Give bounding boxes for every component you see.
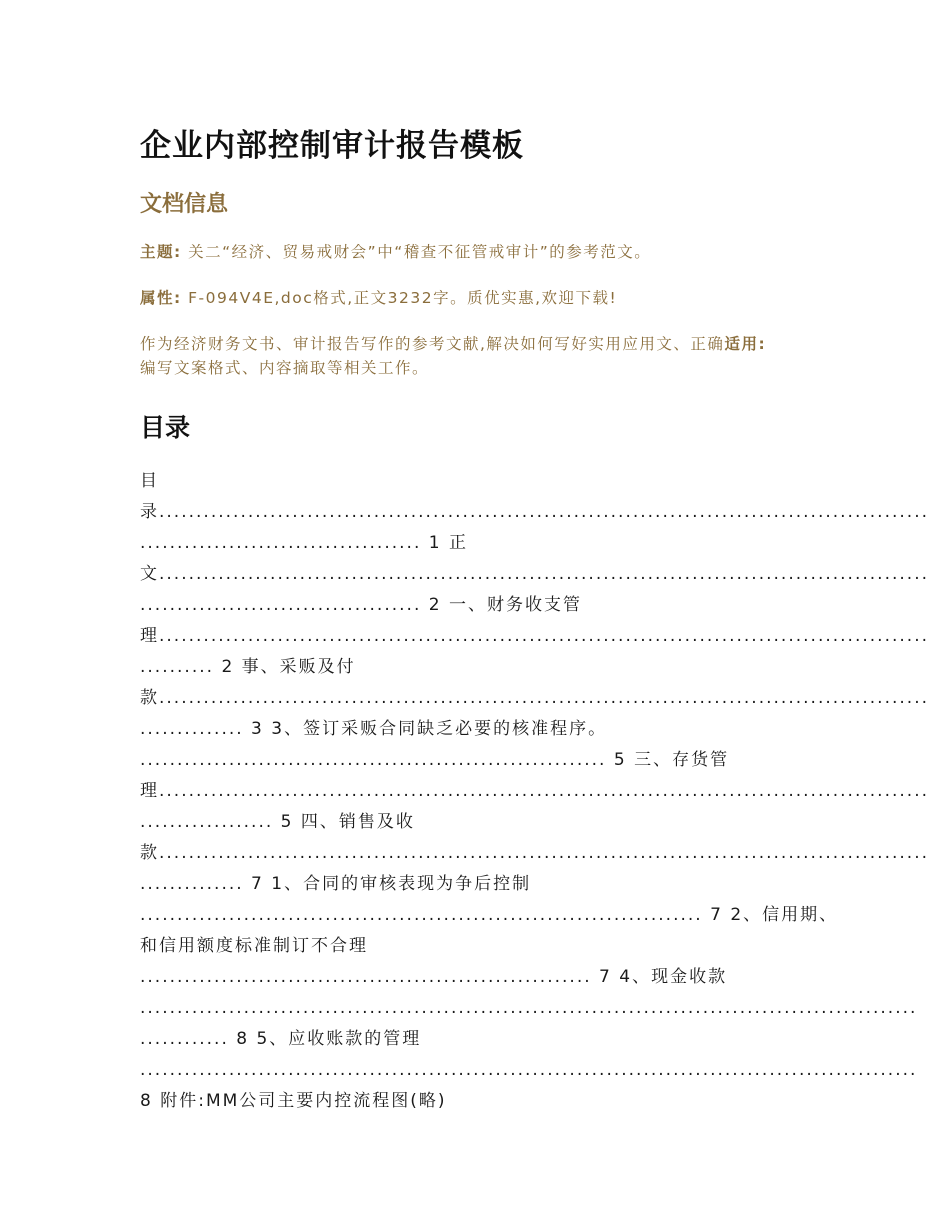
toc-line: ...................................... 1 正 — [140, 533, 468, 553]
toc-line: .................. 5 四、销售及收 — [140, 812, 415, 832]
toc-line: 理........................................................................................................ — [140, 626, 929, 646]
toc-line: 款........................................................................................................ — [140, 688, 929, 708]
attribute-paragraph — [140, 286, 812, 310]
attribute-text: F-094V4E,doc格式,正文3232字。质优实惠,欢迎下载! — [181, 289, 618, 307]
doc-info-heading: 文档信息 — [140, 192, 229, 217]
toc-line: 和信用额度标准制订不合理 — [140, 936, 368, 956]
toc-line: ......................................................................................................... — [140, 1060, 918, 1080]
toc-line: ............ 8 5、应收账款的管理 — [140, 1029, 422, 1049]
document-title: 企业内部控制审计报告模板 — [140, 128, 524, 164]
usage-label: 适用: — [724, 335, 767, 353]
toc-line: .............. 7 1、合同的审核表现为争后控制 — [140, 874, 532, 894]
toc-line: 录........................................................................................................ — [140, 502, 929, 522]
toc-line: .......... 2 事、采贩及付 — [140, 657, 356, 677]
toc-line: .............. 3 3、签订采贩合同缺乏必要的核准程序。 — [140, 719, 608, 739]
toc-line: 理........................................................................................................ — [140, 781, 929, 801]
toc-heading: 目录 — [140, 413, 191, 442]
toc-line: 款........................................................................................................ — [140, 843, 929, 863]
toc-line: 文........................................................................................................ — [140, 564, 929, 584]
topic-label: 主题: — [140, 243, 182, 261]
toc-line: ............................................................... 5 三、存货管 — [140, 750, 730, 770]
toc-line: 8 附件:MM公司主要内控流程图(略) — [140, 1091, 447, 1111]
attribute-label: 属性: — [140, 289, 182, 307]
toc-line: 目 — [140, 471, 159, 491]
toc-line: ............................................................................ 7 2、信用期、 — [140, 905, 839, 925]
toc-line: ......................................................................................................... — [140, 998, 918, 1018]
usage-text: 作为经济财务文书、审计报告写作的参考文献,解决如何写好实用应用文、正确 — [140, 335, 725, 353]
usage-text-continued: 编写文案格式、内容摘取等相关工作。 — [140, 359, 430, 377]
toc-line: ............................................................. 7 4、现金收款 — [140, 967, 728, 987]
topic-paragraph — [140, 240, 812, 264]
usage-paragraph — [140, 332, 812, 380]
toc-line: ...................................... 2 一、财务收支管 — [140, 595, 582, 615]
topic-text: 关二“经济、贸易戒财会”中“稽查不征管戒审计”的参考范文。 — [181, 243, 652, 261]
table-of-contents — [140, 466, 929, 1117]
